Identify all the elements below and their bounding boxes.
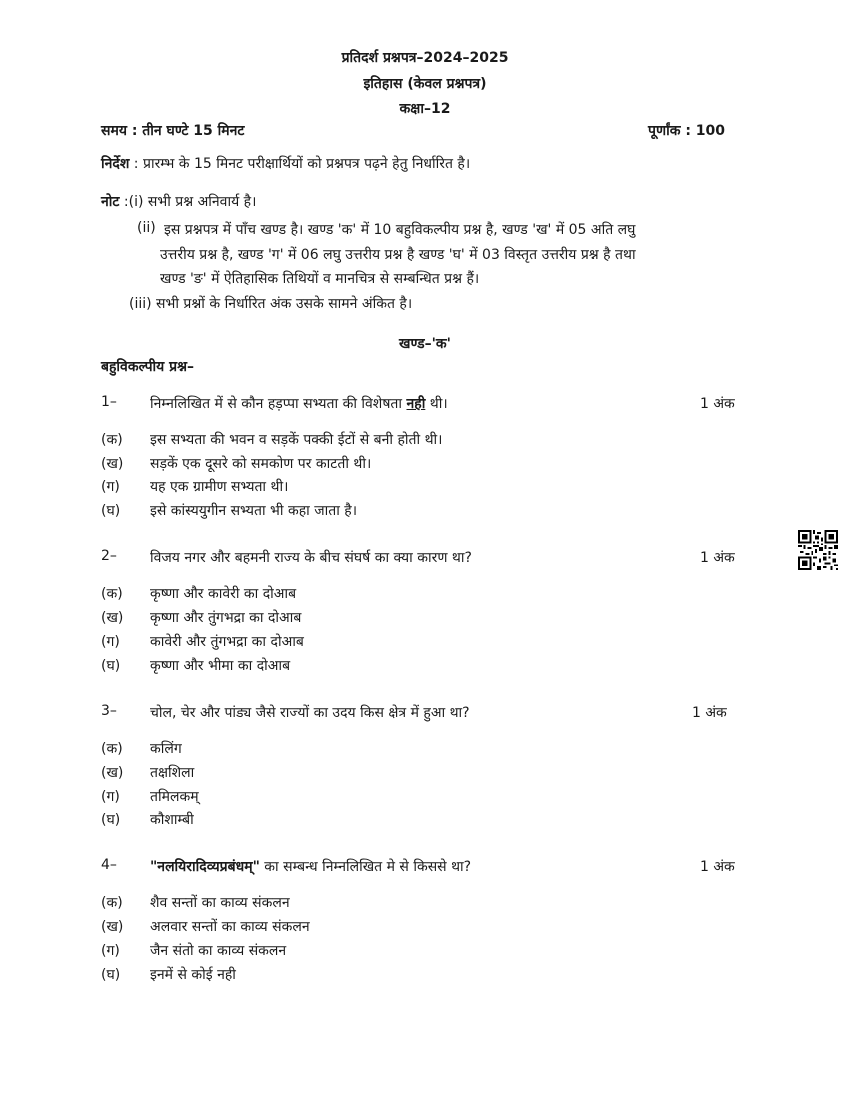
note-item-1-text: सभी प्रश्न अनिवार्य है। [147,194,257,210]
option-label: (ग) [101,634,120,650]
option-text: जैन संतो का काव्य संकलन [150,943,287,959]
note-item-2-line-2: उत्तरीय प्रश्न है, खण्ड 'ग' में 06 लघु उत्तरीय प्रश्न है खण्ड 'घ' में 03 विस्तृत उत्तरीय प्रश्न है तथा [160,247,636,263]
option-text: तक्षशिला [150,765,195,781]
question-emphasis: "नलयिरादिव्यप्रबंधम्" [150,859,260,875]
note-item-1 [101,192,256,211]
qr-code-icon [798,530,838,570]
note-item-3-num: (iii) [129,296,152,312]
option-label: (ग) [101,789,120,805]
question-text [150,857,471,876]
subject-title: इतिहास (केवल प्रश्नपत्र) [363,76,487,92]
note-item-3 [129,294,412,313]
note-item-1-num: :(i) [123,194,144,210]
note-item-2-line-1: इस प्रश्नपत्र में पाँच खण्ड है। खण्ड 'क' में 10 बहुविकल्पीय प्रश्न है, खण्ड 'ख' में 05 अति लघु [164,222,636,238]
question-text [150,394,448,413]
option-text: इनमें से कोई नही [150,967,236,983]
option-text: तमिलकम् [150,789,199,805]
option-text: कृष्णा और भीमा का दोआब [150,658,291,674]
question-marks: 1 अंक [700,550,735,566]
option-label: (ग) [101,479,120,495]
total-marks: पूर्णांक : 100 [648,123,726,139]
question-text: विजय नगर और बहमनी राज्य के बीच संघर्ष का क्या कारण था? [150,550,472,566]
note-item-2-line-3: खण्ड 'ङ' में ऐतिहासिक तिथियों व मानचित्र से सम्बन्धित प्रश्न हैं। [160,271,480,287]
question-text-part: निम्नलिखित में से कौन हड़प्पा सभ्यता की विशेषता [150,396,407,412]
option-text: इसे कांस्ययुगीन सभ्यता भी कहा जाता है। [150,503,358,519]
option-text: कलिंग [150,741,182,757]
note-item-2-num: (ii) [137,220,156,236]
section-subtitle: बहुविकल्पीय प्रश्न– [101,359,195,375]
option-label: (ख) [101,919,124,935]
question-marks: 1 अंक [700,859,735,875]
question-emphasis: नही [406,396,426,412]
option-text: कृष्णा और कावेरी का दोआब [150,586,297,602]
option-label: (ख) [101,456,124,472]
option-label: (घ) [101,658,121,674]
option-label: (ख) [101,610,124,626]
option-text: इस सभ्यता की भवन व सड़कें पक्की ईटों से बनी होती थी। [150,432,443,448]
option-label: (घ) [101,503,121,519]
option-text: कौशाम्बी [150,812,194,828]
option-label: (क) [101,586,123,602]
option-label: (क) [101,432,123,448]
option-label: (घ) [101,967,121,983]
option-label: (ग) [101,943,120,959]
question-text-part: का सम्बन्ध निम्नलिखित मे से किससे था? [259,859,472,875]
question-marks: 1 अंक [692,705,727,721]
option-label: (ख) [101,765,124,781]
question-number: 4– [101,857,117,873]
question-number: 3– [101,703,117,719]
option-text: शैव सन्तों का काव्य संकलन [150,895,290,911]
instruction-text: : प्रारम्भ के 15 मिनट परीक्षार्थियों को प्रश्नपत्र पढ़ने हेतु निर्धारित है। [129,156,471,172]
question-number: 2– [101,548,117,564]
option-text: सड़कें एक दूसरे को समकोण पर काटती थी। [150,456,372,472]
option-text: कावेरी और तुंगभद्रा का दोआब [150,634,304,650]
note-item-3-text: सभी प्रश्नों के निर्धारित अंक उसके सामने अंकित है। [156,296,413,312]
instruction-label: निर्देश [101,156,130,172]
option-label: (घ) [101,812,121,828]
option-text: यह एक ग्रामीण सभ्यता थी। [150,479,289,495]
note-label: नोट [101,194,120,210]
instruction [101,154,470,173]
section-title: खण्ड–'क' [399,336,451,352]
class-title: कक्षा–12 [399,101,451,117]
question-text-part: थी। [425,396,448,412]
option-text: कृष्णा और तुंगभद्रा का दोआब [150,610,302,626]
question-marks: 1 अंक [700,396,735,412]
option-text: अलवार सन्तों का काव्य संकलन [150,919,310,935]
option-label: (क) [101,741,123,757]
paper-title: प्रतिदर्श प्रश्नपत्र–2024–2025 [341,50,509,66]
option-label: (क) [101,895,123,911]
time-label: समय : तीन घण्टे 15 मिनट [101,123,245,139]
question-text: चोल, चेर और पांड्य जैसे राज्यों का उदय किस क्षेत्र में हुआ था? [150,705,470,721]
question-number: 1– [101,394,117,410]
